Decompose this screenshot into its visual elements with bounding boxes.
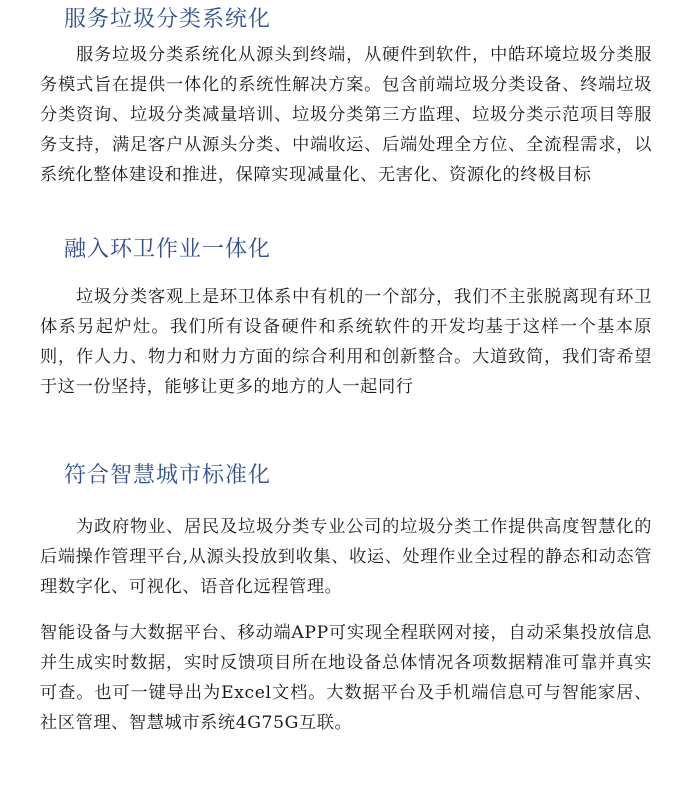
section-heading-sanitation-integration: 融入环卫作业一体化 bbox=[64, 237, 272, 262]
section-heading-systematization: 服务垃圾分类系统化 bbox=[64, 7, 272, 32]
section-body-systematization: 服务垃圾分类系统化从源头到终端，从硬件到软件，中皓环境垃圾分类服务模式旨在提供一体化的系统性解决方案。包含前端垃圾分类设备、终端垃圾分类资询、垃圾分类减量培训、垃圾分类第三方监理、垃圾分类示范项目等服务支持，满足客户从源头分类、中端收运、后端处理全方位、全流程需求，以系统化整体建设和推进，保障实现减量化、无害化、资源化的终极目标 bbox=[40, 45, 652, 185]
section-body-smart-city-continued: 智能设备与大数据平台、移动端APP可实现全程联网对接，自动采集投放信息并生成实时数据，实时反馈项目所在地设备总体情况各项数据精准可靠并真实可查。也可一键导出为Excel文档。大数据平台及手机端信息可与智能家居、社区管理、智慧城市系统4G75G互联。 bbox=[40, 623, 652, 733]
section-body-sanitation-integration: 垃圾分类客观上是环卫体系中有机的一个部分，我们不主张脱离现有环卫体系另起炉灶。我们所有设备硬件和系统软件的开发均基于这样一个基本原则，作人力、物力和财力方面的综合利用和创新整合。大道致简，我们寄希望于这一份坚持，能够让更多的地方的人一起同行 bbox=[40, 287, 652, 397]
section-heading-smart-city: 符合智慧城市标准化 bbox=[64, 463, 272, 488]
section-body-smart-city: 为政府物业、居民及垃圾分类专业公司的垃圾分类工作提供高度智慧化的后端操作管理平台,从源头投放到收集、收运、处理作业全过程的静态和动态管理数字化、可视化、语音化远程管理。 bbox=[40, 517, 652, 597]
